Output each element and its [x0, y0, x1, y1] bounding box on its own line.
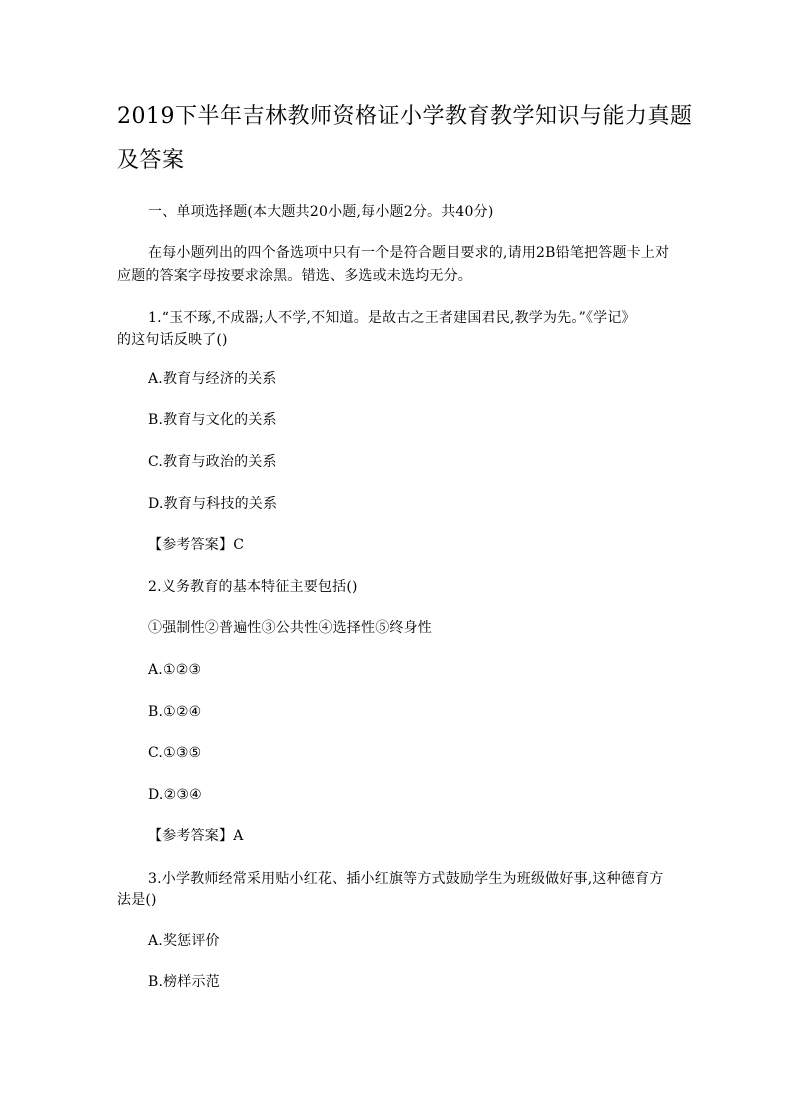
instructions-line-1: 在每小题列出的四个备选项中只有一个是符合题目要求的,请用2B铅笔把答题卡上对 — [148, 245, 670, 261]
question-2-option-c: C.①③⑤ — [148, 745, 202, 761]
question-3-option-b: B.榜样示范 — [148, 974, 220, 990]
question-2-stem: 2.义务教育的基本特征主要包括() — [148, 579, 358, 595]
question-1-option-b: B.教育与文化的关系 — [148, 412, 277, 428]
question-1-stem-line-1: 1.“玉不琢,不成器;人不学,不知道。是故古之王者建国君民,教学为先。”《学记》 — [148, 310, 636, 326]
question-2-option-a: A.①②③ — [148, 662, 202, 678]
question-1-option-d: D.教育与科技的关系 — [148, 496, 278, 512]
question-2-items: ①强制性②普遍性③公共性④选择性⑤终身性 — [148, 620, 432, 636]
section-heading: 一、单项选择题(本大题共20小题,每小题2分。共40分) — [148, 204, 494, 220]
question-1-answer: 【参考答案】C — [148, 537, 245, 553]
question-3-stem-line-2: 法是() — [117, 892, 157, 908]
question-2-answer: 【参考答案】A — [148, 828, 244, 844]
question-3-stem-line-1: 3.小学教师经常采用贴小红花、插小红旗等方式鼓励学生为班级做好事,这种德育方 — [148, 871, 664, 887]
question-3-option-a: A.奖惩评价 — [148, 933, 220, 949]
document-title-line-2: 及答案 — [117, 148, 185, 173]
question-1-option-c: C.教育与政治的关系 — [148, 454, 277, 470]
question-2-option-d: D.②③④ — [148, 787, 202, 803]
question-1-option-a: A.教育与经济的关系 — [148, 371, 277, 387]
question-2-option-b: B.①②④ — [148, 704, 202, 720]
document-title-line-1: 2019下半年吉林教师资格证小学教育教学知识与能力真题 — [117, 104, 693, 129]
instructions-line-2: 应题的答案字母按要求涂黑。错选、多选或未选均无分。 — [117, 268, 472, 284]
question-1-stem-line-2: 的这句话反映了() — [117, 332, 228, 348]
